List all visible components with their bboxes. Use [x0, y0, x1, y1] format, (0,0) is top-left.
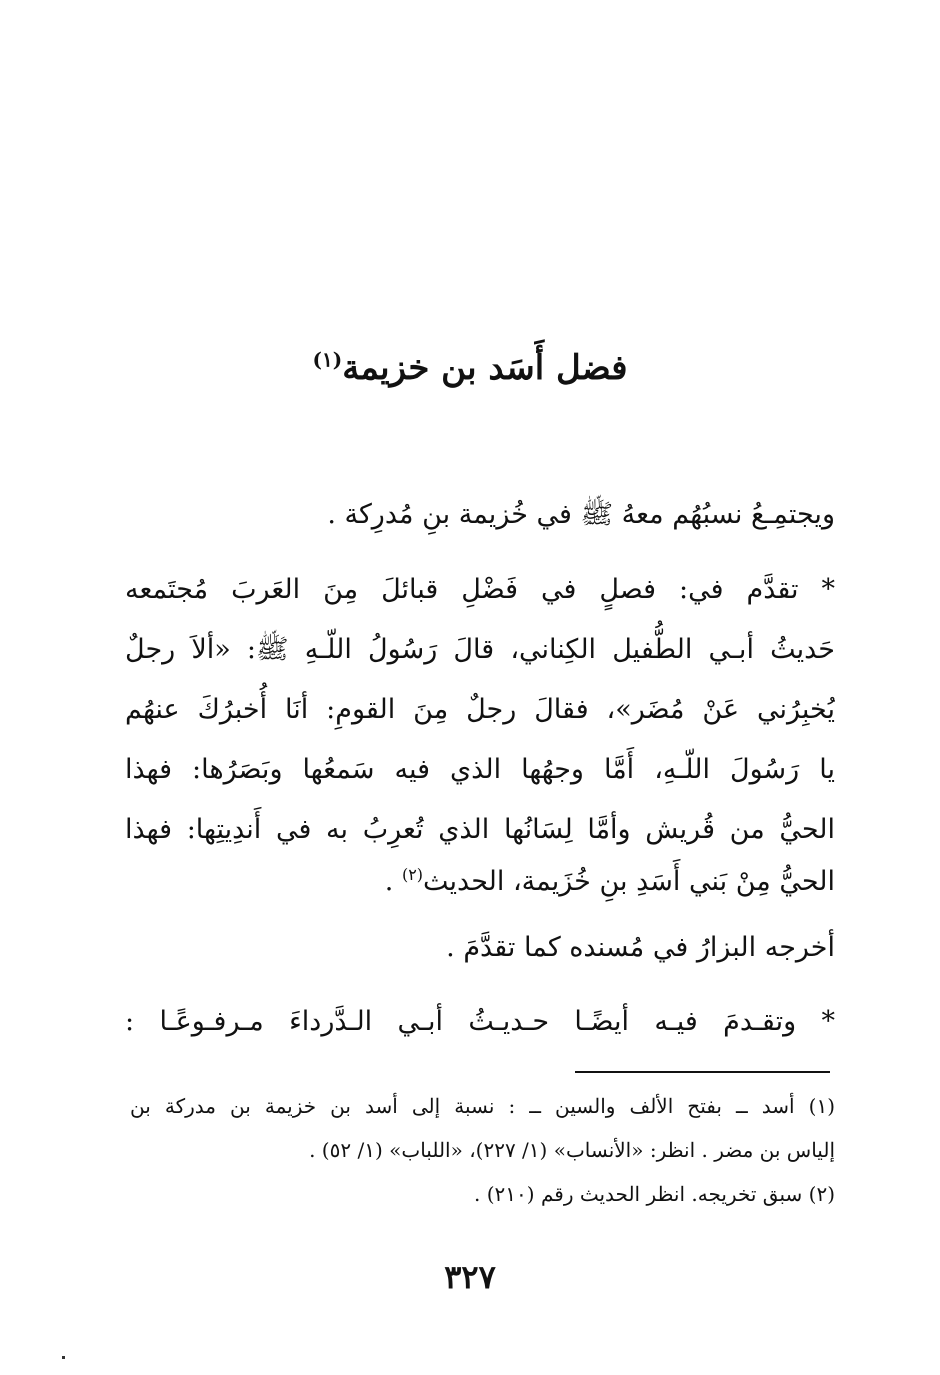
footnote-ref-2: (٢) — [401, 865, 424, 884]
hadith-line-2: حَديثُ أبـي الطُّفيل الكِناني، قالَ رَسُولُ اللّـهِ ﷺ: «ألاَ رجلٌ — [125, 634, 835, 665]
footnote-1-line-1: (١) أسد ــ بفتح الألف والسين ــ : نسبة إلى أسد بن خزيمة بن مدركة بن — [130, 1094, 835, 1118]
footnote-1-line-2: إلياس بن مضر . انظر: «الأنساب» (١/ ٢٢٧)، «اللباب» (١/ ٥٢) . — [309, 1138, 835, 1162]
hadith-line-5: الحيُّ من قُريش وأمَّا لِسَانُها الذي تُعرِبُ به في أَندِيتِها: فهذا — [125, 814, 835, 845]
hadith-line-6-text: الحيُّ مِنْ بَني أَسَدِ بنِ خُزَيمة، الحديث — [423, 866, 835, 897]
hadith-line-6-end: . — [384, 866, 402, 897]
footnote-2: (٢) سبق تخريجه. انظر الحديث رقم (٢١٠) . — [474, 1182, 835, 1206]
hadith-line-4: يا رَسُولَ اللّـهِ، أَمَّا وجهُها الذي فيه سَمعُها وبَصَرُها: فهذا — [125, 754, 835, 785]
section-title — [200, 338, 740, 398]
darda-line: * وتقـدمَ فيـه أيضًـا حـديـثُ أبـي الـدَّرداءَ مـرفـوعًـا : — [125, 1006, 835, 1037]
footnote-divider — [575, 1071, 830, 1073]
scan-speck — [62, 1356, 65, 1359]
bazzar-line: أخرجه البزارُ في مُسنده كما تقدَّمَ . — [446, 932, 835, 963]
hadith-line-1: * تقدَّم في: فصلٍ في فَضْلِ قبائلَ مِنَ العَربَ مُجتَمعه — [125, 574, 835, 605]
page-number: ٣٢٧ — [444, 1258, 496, 1296]
intro-line: ويجتمِـعُ نسبُهُم معهُ ﷺ في خُزيمة بنِ مُدرِكة . — [327, 499, 835, 530]
hadith-line-6 — [125, 852, 835, 912]
footnote-ref-1: (١) — [312, 347, 343, 372]
hadith-line-3: يُخبِرُني عَنْ مُضَر»، فقالَ رجلٌ مِنَ القومِ: أنَا أُخبرُكَ عنهُم — [125, 694, 835, 725]
section-title-text: فضل أَسَد بن خزيمة — [342, 348, 628, 388]
